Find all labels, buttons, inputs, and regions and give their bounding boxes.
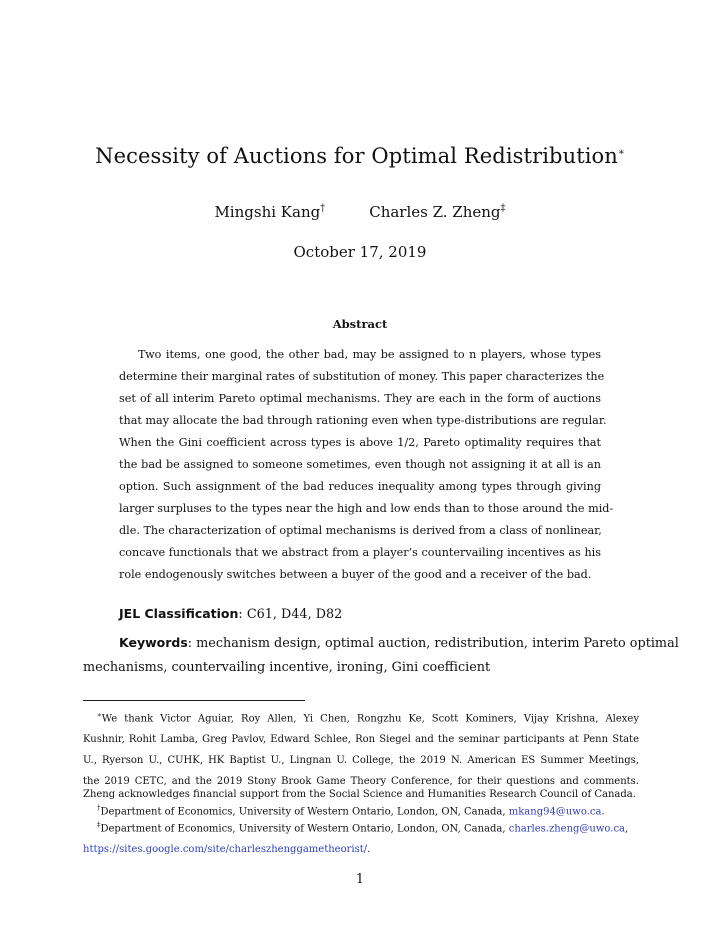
page-number: 1 bbox=[355, 872, 365, 887]
footnote-mark: ∗ bbox=[97, 711, 102, 719]
footnote-rule bbox=[83, 700, 305, 701]
keywords-line bbox=[83, 631, 679, 656]
abstract-line: When the Gini coefficient across types is above 1/2, Pareto optimality requires that bbox=[119, 436, 601, 449]
author-name: Mingshi Kang bbox=[214, 203, 321, 221]
footnote-text: Department of Economics, University of Western Ontario, London, ON, Canada, bbox=[100, 806, 506, 818]
author-footnote-mark[interactable]: † bbox=[320, 203, 326, 214]
keywords-separator: : bbox=[187, 636, 193, 651]
author-name: Charles Z. Zheng bbox=[369, 203, 501, 221]
author-zheng bbox=[369, 203, 505, 221]
footnote-text: Department of Economics, University of Western Ontario, London, ON, Canada, bbox=[100, 823, 506, 835]
author-kang bbox=[214, 203, 325, 221]
abstract-line: dle. The characterization of optimal mechanisms is derived from a class of nonlinear, bbox=[119, 524, 602, 537]
email-link-zheng[interactable]: charles.zheng@uwo.ca bbox=[508, 823, 626, 835]
paper-title bbox=[0, 144, 720, 168]
footnote-line: U., Ryerson U., CUHK, HK Baptist U., Lingnan U. College, the 2019 N. American ES Summer Meetings, bbox=[83, 755, 639, 767]
paper-date: October 17, 2019 bbox=[293, 243, 427, 261]
abstract-line: determine their marginal rates of substitution of money. This paper characterizes the bbox=[119, 370, 605, 383]
email-link-kang[interactable]: mkang94@uwo.ca bbox=[508, 806, 602, 818]
abstract-line: larger surpluses to the types near the high and low ends than to those around the mid- bbox=[119, 502, 614, 515]
footnote-line: the 2019 CETC, and the 2019 Stony Brook Game Theory Conference, for their questions and comments. bbox=[83, 776, 639, 788]
footnote-mark: † bbox=[97, 804, 101, 812]
title-footnote-mark[interactable]: ∗ bbox=[617, 147, 625, 158]
abstract-line: set of all interim Pareto optimal mechanisms. They are each in the form of auctions bbox=[119, 392, 601, 405]
footnote-line: Zheng acknowledges financial support from the Social Science and Humanities Research Council of Canada. bbox=[83, 789, 636, 800]
footnote-punct: , bbox=[625, 823, 629, 835]
abstract-line: role endogenously switches between a buyer of the good and a receiver of the bad. bbox=[119, 568, 592, 581]
abstract-body bbox=[119, 344, 614, 586]
footnote-zheng-affiliation bbox=[83, 815, 639, 860]
jel-classification bbox=[119, 606, 639, 622]
keywords-text: mechanism design, optimal auction, redistribution, interim Pareto optimal bbox=[196, 636, 679, 651]
keywords-line: mechanisms, countervailing incentive, ironing, Gini coefficient bbox=[83, 660, 491, 675]
footnote-text: We thank Victor Aguiar, Roy Allen, Yi Chen, Rongzhu Ke, Scott Kominers, Vijay Krishna, Alexey bbox=[101, 713, 639, 725]
abstract-line: Two items, one good, the other bad, may be assigned to n players, whose types bbox=[138, 348, 601, 361]
author-footnote-mark[interactable]: ‡ bbox=[500, 203, 506, 214]
footnote-line: Kushnir, Rohit Lamba, Greg Pavlov, Edward Schlee, Ron Siegel and the seminar participants at Penn State bbox=[83, 734, 639, 746]
footnote-mark: ‡ bbox=[97, 821, 101, 829]
footnote-acknowledgements bbox=[83, 705, 639, 792]
footnote-punct: . bbox=[601, 806, 605, 818]
abstract-line: option. Such assignment of the bad reduces inequality among types through giving bbox=[119, 480, 601, 493]
abstract-heading: Abstract bbox=[332, 317, 388, 331]
footnote-punct: . bbox=[367, 844, 371, 856]
abstract-line: that may allocate the bad through rationing even when type-distributions are regular. bbox=[119, 414, 607, 427]
homepage-link-zheng[interactable]: https://sites.google.com/site/charleszhenggametheorist/ bbox=[83, 844, 368, 856]
footnote-line bbox=[83, 839, 639, 860]
title-text: Necessity of Auctions for Optimal Redistribution bbox=[95, 144, 618, 168]
keywords bbox=[83, 631, 679, 680]
abstract-line: concave functionals that we abstract from a player’s countervailing incentives as his bbox=[119, 546, 601, 559]
keywords-label: Keywords bbox=[119, 635, 188, 650]
footnote-line bbox=[83, 705, 639, 729]
footnote-line bbox=[83, 815, 639, 839]
jel-separator: : bbox=[238, 607, 243, 622]
jel-label: JEL Classification bbox=[119, 606, 239, 621]
author-list bbox=[0, 203, 720, 221]
jel-codes: C61, D44, D82 bbox=[246, 607, 343, 622]
abstract-line: the bad be assigned to someone sometimes, even though not assigning it at all is an bbox=[119, 458, 601, 471]
